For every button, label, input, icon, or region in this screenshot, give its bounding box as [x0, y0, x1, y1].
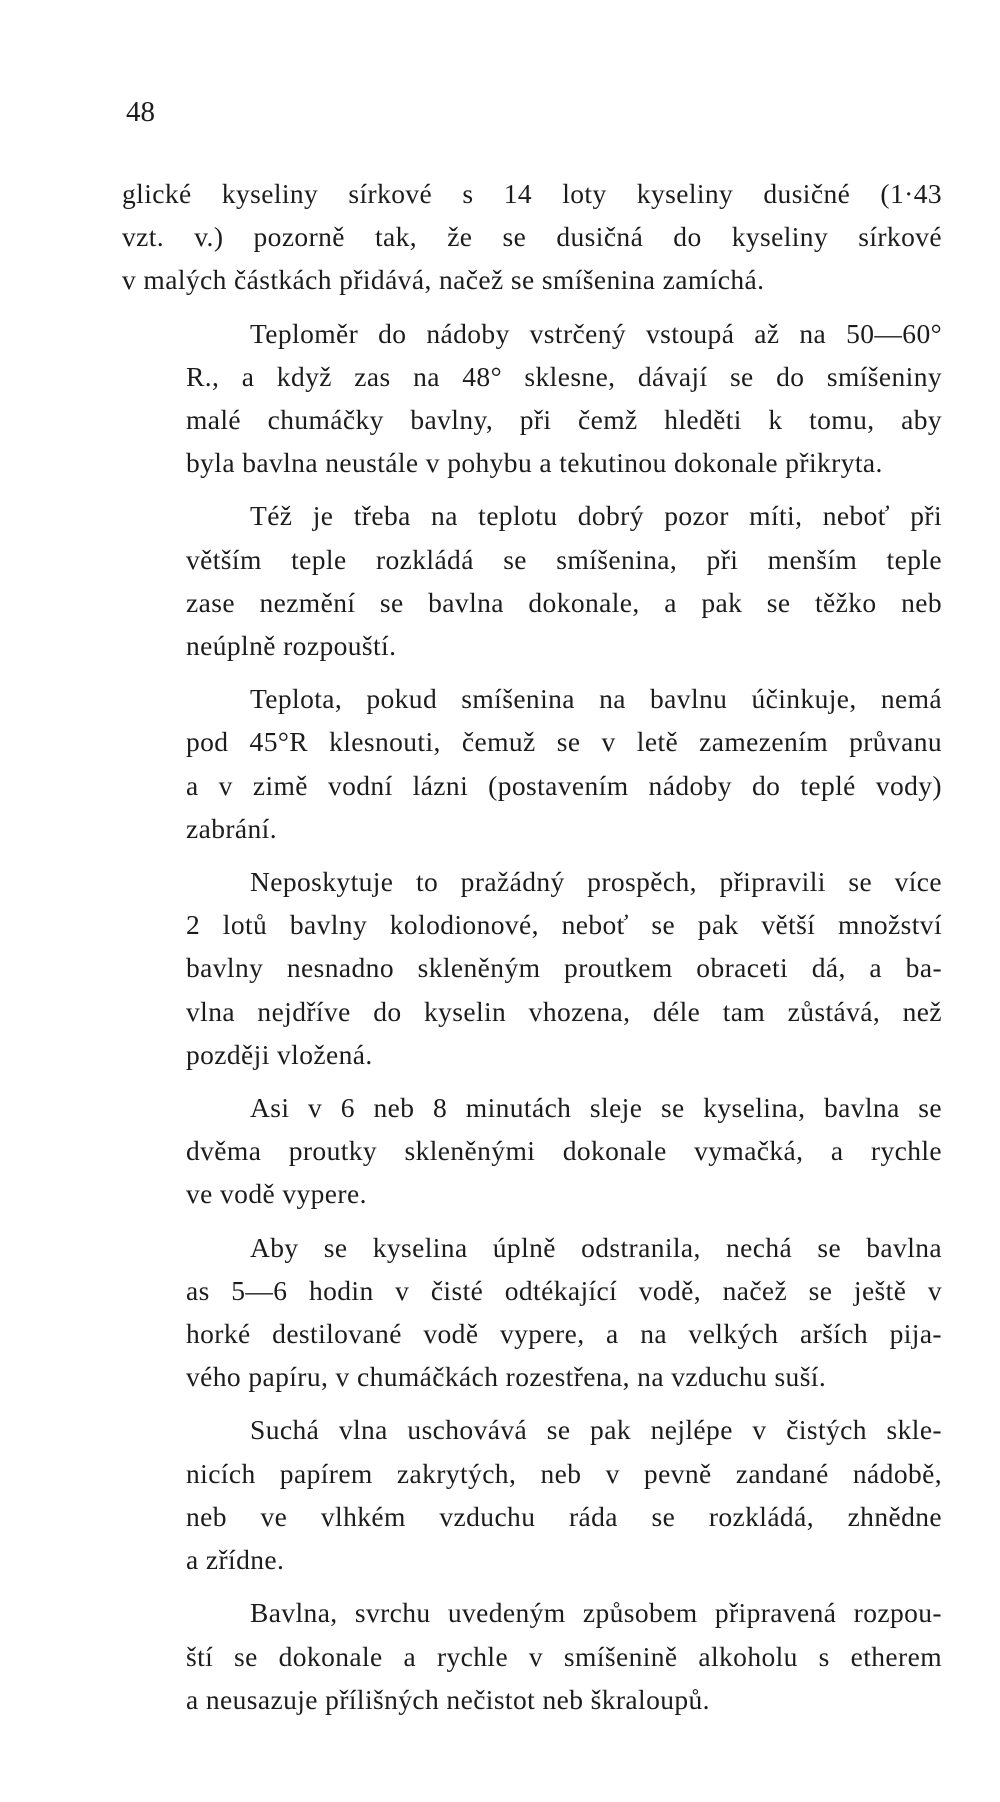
- text-line: vzt. v.) pozorně tak, že se dusičná do kyseliny sírkové: [122, 221, 942, 253]
- text-line: dvěma proutky skleněnými dokonale vymačká, a rychle: [186, 1135, 942, 1167]
- text-line: a neusazuje přílišných nečistot neb škraloupů.: [186, 1683, 710, 1715]
- text-line: Teplota, pokud smíšenina na bavlnu účinkuje, nemá: [250, 683, 942, 715]
- text-line: as 5—6 hodin v čisté odtékající vodě, načež se ještě v: [186, 1274, 942, 1306]
- text-line: glické kyseliny sírkové s 14 loty kyseliny dusičné (1·43: [122, 178, 942, 209]
- text-line: malé chumáčky bavlny, při čemž hleděti k tomu, aby: [186, 404, 942, 436]
- text-line: Suchá vlna uschovává se pak nejlépe v čistých skle-: [250, 1414, 942, 1446]
- paragraph: [122, 312, 942, 485]
- paragraph: [122, 677, 942, 850]
- text-line: pod 45°R klesnouti, čemuž se v letě zamezením průvanu: [186, 726, 942, 758]
- paragraph: [122, 1086, 942, 1216]
- body-text: [122, 172, 942, 1731]
- text-line: horké destilované vodě vypere, a na velkých arších pija-: [186, 1318, 942, 1350]
- text-line: Neposkytuje to pražádný prospěch, připravili se více: [250, 866, 942, 898]
- text-line: vého papíru, v chumáčkách rozestřena, na vzduchu suší.: [186, 1361, 827, 1393]
- text-line: ští se dokonale a rychle v smíšenině alkoholu s etherem: [186, 1640, 942, 1672]
- text-line: Též je třeba na teplotu dobrý pozor míti, neboť při: [250, 500, 942, 532]
- paragraph: [122, 494, 942, 667]
- page-number: 48: [126, 96, 155, 128]
- text-line: byla bavlna neustále v pohybu a tekutinou dokonale přikryta.: [186, 447, 883, 479]
- text-line: neb ve vlhkém vzduchu ráda se rozkládá, zhnědne: [186, 1500, 942, 1532]
- paragraph: [122, 1591, 942, 1721]
- text-line: 2 lotů bavlny kolodionové, neboť se pak větší množství: [186, 909, 942, 941]
- text-line: vlna nejdříve do kyselin vhozena, déle tam zůstává, než: [186, 995, 942, 1027]
- text-line: neúplně rozpouští.: [186, 630, 397, 662]
- text-line: v malých částkách přidává, načež se smíšenina zamíchá.: [122, 264, 765, 296]
- text-line: Teploměr do nádoby vstrčený vstoupá až na 50—60°: [250, 317, 942, 349]
- text-line: a v zimě vodní lázni (postavením nádoby do teplé vody): [186, 769, 942, 801]
- text-line: Aby se kyselina úplně odstranila, nechá se bavlna: [250, 1231, 942, 1263]
- text-line: nicích papírem zakrytých, neb v pevně zandané nádobě,: [186, 1457, 942, 1489]
- text-line: Asi v 6 neb 8 minutách sleje se kyselina, bavlna se: [250, 1092, 942, 1124]
- paragraph: [122, 1408, 942, 1581]
- text-line: R., a když zas na 48° sklesne, dávají se do smíšeniny: [186, 360, 942, 392]
- text-line: Bavlna, svrchu uvedeným způsobem připravená rozpou-: [250, 1597, 942, 1629]
- text-line: bavlny nesnadno skleněným proutkem obraceti dá, a ba-: [186, 952, 942, 984]
- paragraph: [122, 172, 942, 302]
- text-line: a zřídne.: [186, 1544, 285, 1576]
- text-line: zabrání.: [186, 812, 277, 844]
- text-line: později vložená.: [186, 1038, 373, 1070]
- text-line: ve vodě vypere.: [186, 1178, 367, 1210]
- paragraph: [122, 860, 942, 1076]
- text-line: větším teple rozkládá se smíšenina, při menším teple: [186, 543, 942, 575]
- text-line: zase nezmění se bavlna dokonale, a pak se těžko neb: [186, 586, 942, 618]
- paragraph: [122, 1226, 942, 1399]
